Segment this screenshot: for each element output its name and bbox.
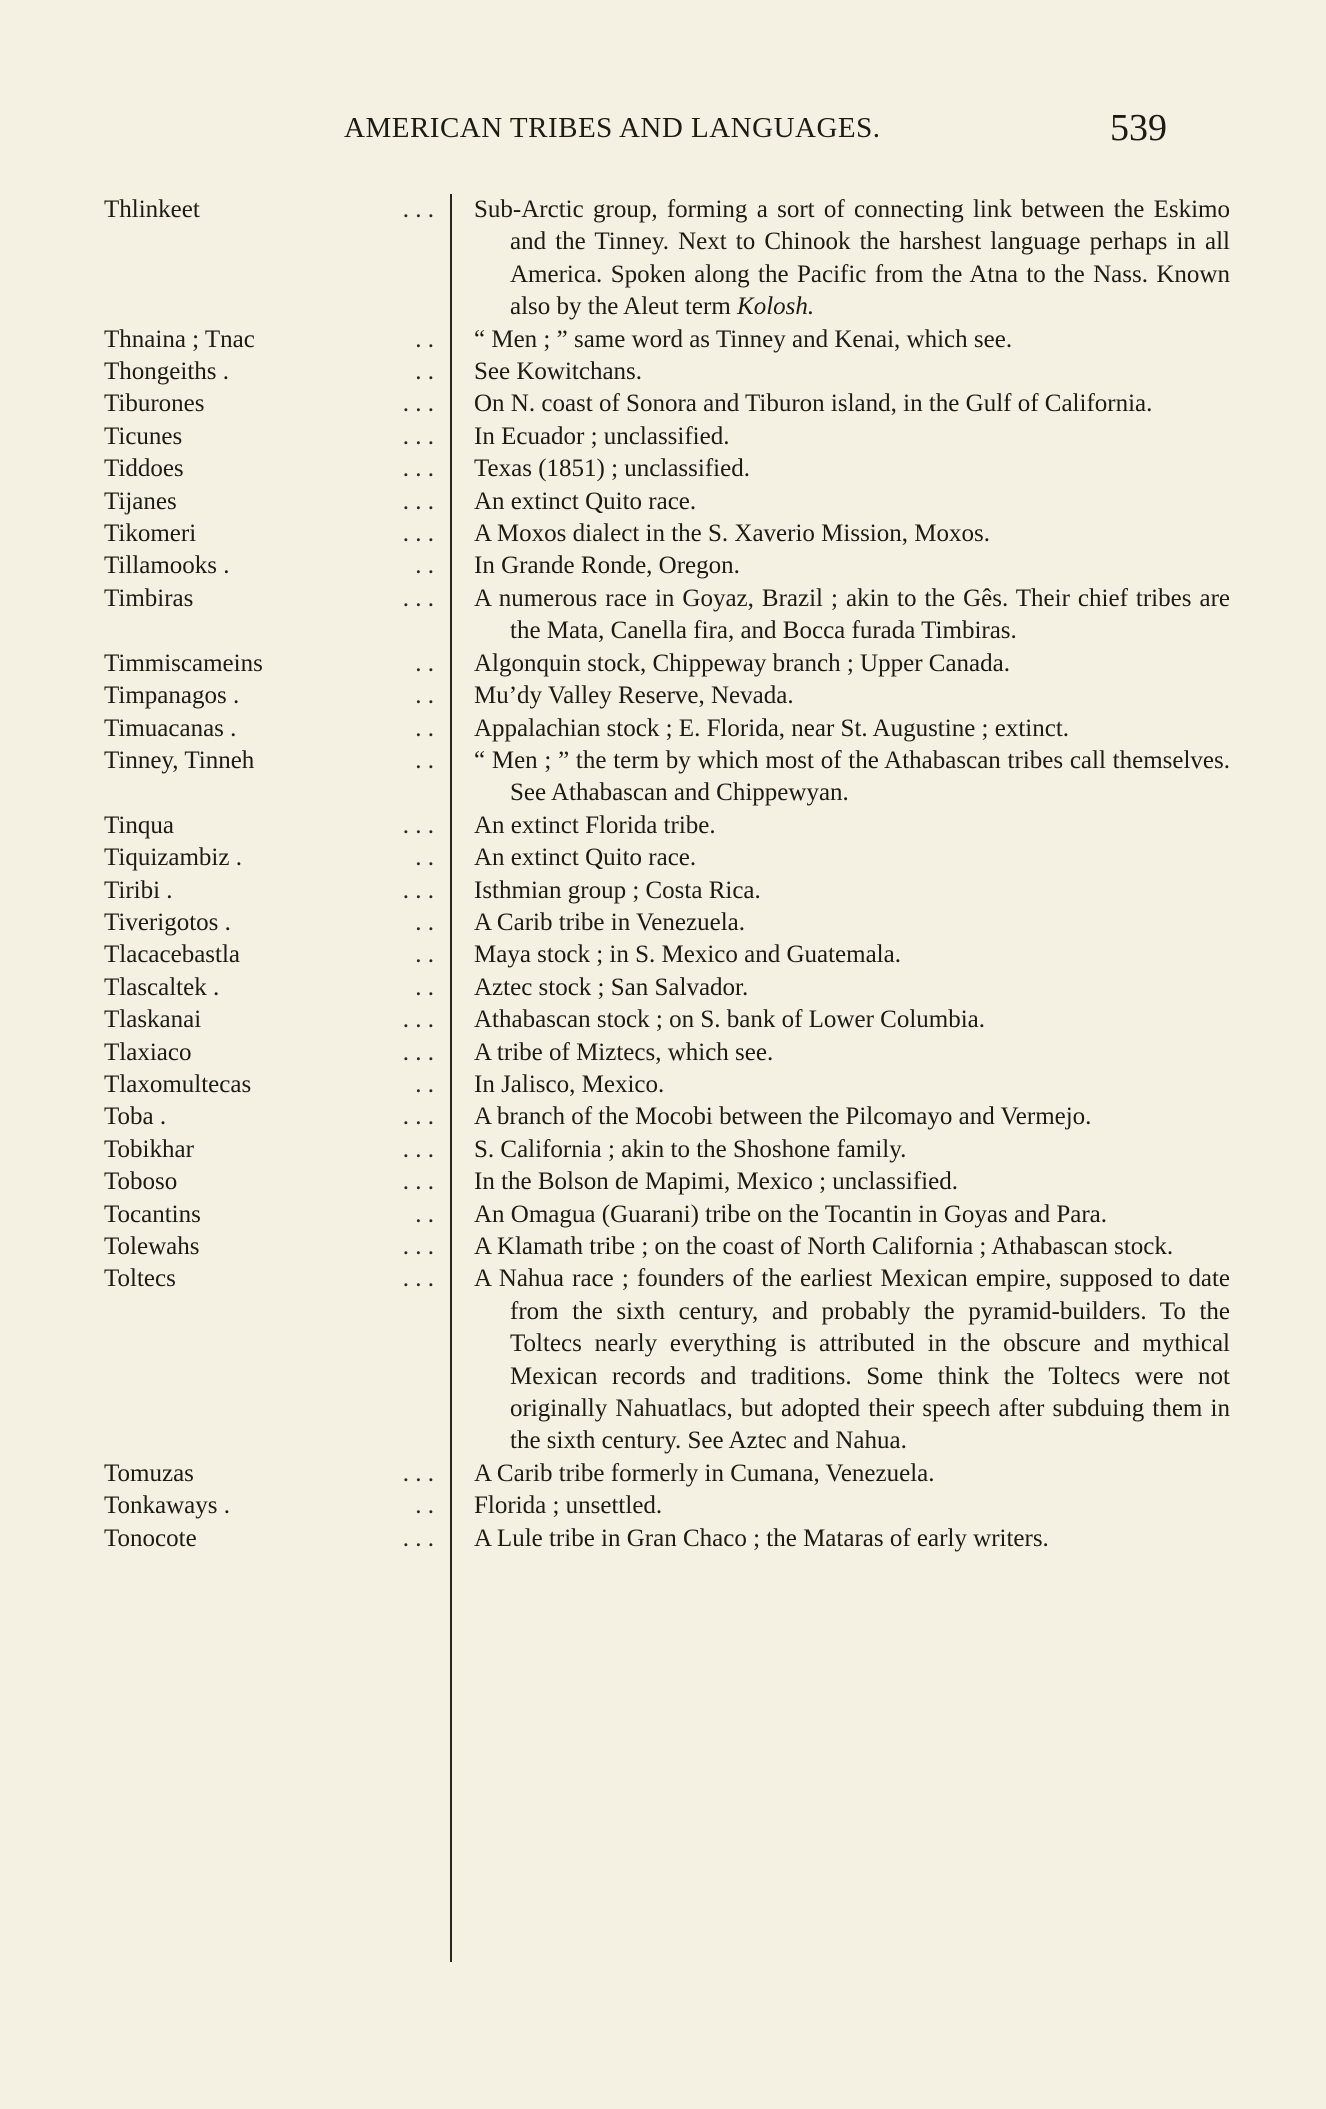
entry-name: Tillamooks . — [104, 552, 230, 580]
entry-row — [0, 842, 1326, 874]
entry-name: Tiquizambiz . — [104, 844, 242, 872]
entry-name-cell — [0, 356, 450, 388]
entry-name-cell — [0, 1263, 450, 1295]
entry-name-cell — [0, 518, 450, 550]
entry-name-cell — [0, 1134, 450, 1166]
entry-description — [474, 356, 1230, 388]
entry-description-text: Appalachian stock ; E. Florida, near St. Augustine ; extinct. — [474, 714, 1070, 742]
entry-name-cell — [0, 842, 450, 874]
entry-row — [0, 810, 1326, 842]
entry-name: Timmiscameins — [104, 649, 263, 677]
entry-name: Tlaskanai — [104, 1006, 202, 1034]
entry-description — [474, 583, 1230, 648]
entry-name-cell — [0, 745, 450, 777]
entry-dot-leader: . . — [415, 1200, 434, 1228]
entry-description-text: S. California ; akin to the Shoshone family. — [474, 1135, 907, 1163]
entry-description — [474, 1523, 1230, 1555]
entry-name: Tonkaways . — [104, 1492, 231, 1520]
entry-dot-leader: . . . — [402, 1135, 434, 1163]
entry-row — [0, 745, 1326, 810]
entry-row — [0, 518, 1326, 550]
entry-description — [474, 194, 1230, 324]
entry-dot-leader: . . . — [402, 1038, 434, 1066]
entry-name-cell — [0, 388, 450, 420]
entry-name-cell — [0, 550, 450, 582]
entry-description-text: A tribe of Miztecs, which see. — [474, 1038, 774, 1066]
entry-description — [474, 486, 1230, 518]
entry-dot-leader: . . . — [402, 390, 434, 418]
entry-description-text: A Lule tribe in Gran Chaco ; the Mataras of early writers. — [474, 1524, 1049, 1552]
entry-dot-leader: . . — [415, 1492, 434, 1520]
entry-description — [474, 875, 1230, 907]
entry-name: Toba . — [104, 1103, 167, 1131]
entry-row — [0, 1101, 1326, 1133]
entry-name-cell — [0, 486, 450, 518]
entry-name: Ticunes — [104, 422, 183, 450]
entry-row — [0, 194, 1326, 324]
entry-row — [0, 972, 1326, 1004]
entry-name-cell — [0, 1458, 450, 1490]
entry-row — [0, 875, 1326, 907]
entry-description — [474, 1458, 1230, 1490]
entry-description-text: In Grande Ronde, Oregon. — [474, 552, 740, 580]
entry-row — [0, 388, 1326, 420]
entry-row — [0, 1199, 1326, 1231]
entry-description-text: In the Bolson de Mapimi, Mexico ; unclassified. — [474, 1168, 958, 1196]
entry-row — [0, 583, 1326, 648]
entry-description-text: Mu’dy Valley Reserve, Nevada. — [474, 682, 794, 710]
entry-name: Tiribi . — [104, 876, 173, 904]
entry-dot-leader: . . — [415, 941, 434, 969]
page-number: 539 — [1110, 107, 1167, 149]
entry-name: Tonocote — [104, 1524, 197, 1552]
entry-dot-leader: . . . — [402, 1524, 434, 1552]
entry-name-cell — [0, 648, 450, 680]
entry-dot-leader: . . . — [402, 1103, 434, 1131]
entry-dot-leader: . . — [415, 1070, 434, 1098]
entry-description — [474, 745, 1230, 810]
entry-name-cell — [0, 421, 450, 453]
entry-description — [474, 1037, 1230, 1069]
entry-name: Tomuzas — [104, 1459, 194, 1487]
entry-name-cell — [0, 1199, 450, 1231]
entry-row — [0, 713, 1326, 745]
entry-description-text: Aztec stock ; San Salvador. — [474, 973, 749, 1001]
entry-dot-leader: . . . — [402, 520, 434, 548]
entry-name: Tinney, Tinneh — [104, 746, 255, 774]
entry-description-text: An extinct Quito race. — [474, 844, 697, 872]
entry-row — [0, 907, 1326, 939]
entry-name-cell — [0, 939, 450, 971]
entry-name-cell — [0, 972, 450, 1004]
entry-description-text: A branch of the Mocobi between the Pilcomayo and Vermejo. — [474, 1103, 1092, 1131]
entry-name: Tiddoes — [104, 455, 184, 483]
entry-name-cell — [0, 875, 450, 907]
entry-description-text: A Klamath tribe ; on the coast of North California ; Athabascan stock. — [474, 1233, 1174, 1260]
entry-description-text: An Omagua (Guarani) tribe on the Tocantin in Goyas and Para. — [474, 1200, 1108, 1228]
entry-description-text: A Nahua race ; founders of the earliest Mexican empire, supposed to date from the sixth century, and probably the pyramid-builders. To the Toltecs nearly everything is attributed in the obscure and mythical Mexican records and traditions. Some think the Toltecs were not originally Nahuatlacs, but adopted their speech after subduing them in the sixth century. See Aztec and Nahua. — [474, 1265, 1230, 1455]
entry-description — [474, 680, 1230, 712]
entry-description-text: In Jalisco, Mexico. — [474, 1070, 665, 1098]
entry-description — [474, 453, 1230, 485]
entry-description-text: Texas (1851) ; unclassified. — [474, 455, 750, 483]
entry-description-text: “ Men ; ” the term by which most of the Athabascan tribes call themselves. See Athabascan and Chippewyan. — [474, 746, 1230, 807]
entry-name-cell — [0, 1037, 450, 1069]
entry-description-text: A Carib tribe formerly in Cumana, Venezuela. — [474, 1459, 935, 1487]
entry-description — [474, 1101, 1230, 1133]
entry-dot-leader: . . — [415, 649, 434, 677]
glossary-entries — [0, 194, 1326, 1555]
entry-name-cell — [0, 810, 450, 842]
entry-name: Tolewahs — [104, 1233, 200, 1260]
entry-name: Tocantins — [104, 1200, 201, 1228]
entry-name-cell — [0, 1004, 450, 1036]
entry-name: Tiburones — [104, 390, 205, 418]
entry-name: Tlaxiaco — [104, 1038, 192, 1066]
entry-description — [474, 713, 1230, 745]
entry-description-text: A numerous race in Goyaz, Brazil ; akin to the Gês. Their chief tribes are the Mata, Canella fira, and Bocca furada Timbiras. — [474, 584, 1230, 645]
entry-name-cell — [0, 324, 450, 356]
entry-description — [474, 1263, 1230, 1457]
entry-description — [474, 388, 1230, 420]
entry-name-cell — [0, 1490, 450, 1522]
entry-name: Timbiras — [104, 584, 194, 612]
entry-name: Tiverigotos . — [104, 908, 231, 936]
entry-name: Tlascaltek . — [104, 973, 220, 1001]
entry-name-cell — [0, 1069, 450, 1101]
entry-description-text: A Moxos dialect in the S. Xaverio Mission, Moxos. — [474, 520, 990, 548]
entry-name-cell — [0, 1523, 450, 1555]
entry-row — [0, 680, 1326, 712]
entry-row — [0, 1231, 1326, 1263]
entry-description — [474, 1069, 1230, 1101]
entry-dot-leader: . . — [415, 358, 434, 386]
entry-name-cell — [0, 1166, 450, 1198]
entry-description — [474, 518, 1230, 550]
entry-description — [474, 1199, 1230, 1231]
entry-name: Timpanagos . — [104, 682, 240, 710]
entry-description — [474, 1231, 1230, 1263]
entry-name: Toboso — [104, 1168, 178, 1196]
entry-row — [0, 1166, 1326, 1198]
entry-name-cell — [0, 680, 450, 712]
entry-dot-leader: . . . — [402, 1168, 434, 1196]
entry-description-text: Athabascan stock ; on S. bank of Lower Columbia. — [474, 1006, 986, 1034]
entry-name: Tobikhar — [104, 1135, 194, 1163]
entry-name: Thlinkeet — [104, 196, 200, 223]
entry-description-text: Isthmian group ; Costa Rica. — [474, 876, 761, 904]
entry-description-text: An extinct Florida tribe. — [474, 811, 716, 839]
entry-description — [474, 1166, 1230, 1198]
entry-dot-leader: . . . — [402, 876, 434, 904]
entry-description — [474, 421, 1230, 453]
entry-row — [0, 550, 1326, 582]
entry-description-text: A Carib tribe in Venezuela. — [474, 908, 745, 936]
entry-name: Tikomeri — [104, 520, 197, 548]
entry-dot-leader: . . . — [402, 455, 434, 483]
entry-dot-leader: . . . — [402, 1006, 434, 1034]
entry-row — [0, 453, 1326, 485]
entry-dot-leader: . . . — [402, 422, 434, 450]
entry-description — [474, 907, 1230, 939]
entry-row — [0, 1490, 1326, 1522]
entry-description — [474, 324, 1230, 356]
entry-name: Tijanes — [104, 487, 177, 515]
entry-name: Tlacacebastla — [104, 941, 241, 969]
entry-row — [0, 1523, 1326, 1555]
entry-dot-leader: . . . — [402, 1459, 434, 1487]
entry-name: Tinqua — [104, 811, 174, 839]
entry-description-text: Maya stock ; in S. Mexico and Guatemala. — [474, 941, 901, 969]
entry-name: Tlaxomultecas — [104, 1070, 252, 1098]
entry-row — [0, 939, 1326, 971]
entry-dot-leader: . . . — [402, 811, 434, 839]
entry-dot-leader: . . . — [402, 1265, 434, 1293]
entry-name: Timuacanas . — [104, 714, 237, 742]
entry-description-text: Sub-Arctic group, forming a sort of connecting link between the Eskimo and the Tinney. Next to Chinook the harshest language perhaps in all America. Spoken along the Pacific from the Atna to the Nass. Known also by the Aleut term — [474, 196, 1230, 321]
entry-name-cell — [0, 583, 450, 615]
entry-description-text: An extinct Quito race. — [474, 487, 697, 515]
entry-name-cell — [0, 1101, 450, 1133]
entry-description — [474, 648, 1230, 680]
entry-description-text: See Kowitchans. — [474, 358, 643, 386]
entry-row — [0, 421, 1326, 453]
entry-description — [474, 972, 1230, 1004]
entry-dot-leader: . . — [415, 325, 434, 353]
entry-name: Thnaina ; Tnac — [104, 325, 255, 353]
running-title: AMERICAN TRIBES AND LANGUAGES. — [344, 112, 881, 144]
entry-description-text: On N. coast of Sonora and Tiburon island, in the Gulf of California. — [474, 390, 1153, 418]
entry-row — [0, 1069, 1326, 1101]
entry-row — [0, 486, 1326, 518]
entry-name-cell — [0, 907, 450, 939]
entry-description — [474, 1004, 1230, 1036]
entry-dot-leader: . . — [415, 908, 434, 936]
entry-name-cell — [0, 194, 450, 226]
entry-dot-leader: . . . — [402, 1233, 434, 1260]
entry-name-cell — [0, 713, 450, 745]
entry-row — [0, 1004, 1326, 1036]
entry-description — [474, 842, 1230, 874]
entry-description-italic: Kolosh. — [737, 293, 815, 321]
entry-dot-leader: . . — [415, 682, 434, 710]
entry-description — [474, 550, 1230, 582]
entry-row — [0, 648, 1326, 680]
entry-row — [0, 356, 1326, 388]
entry-description-text: Algonquin stock, Chippeway branch ; Upper Canada. — [474, 649, 1010, 677]
entry-dot-leader: . . . — [402, 487, 434, 515]
entry-row — [0, 1037, 1326, 1069]
entry-row — [0, 1263, 1326, 1457]
entry-description — [474, 810, 1230, 842]
entry-dot-leader: . . — [415, 552, 434, 580]
page-header — [0, 108, 1326, 154]
entry-name: Toltecs — [104, 1265, 176, 1293]
entry-description-text: “ Men ; ” same word as Tinney and Kenai, which see. — [474, 325, 1013, 353]
entry-row — [0, 324, 1326, 356]
entry-row — [0, 1134, 1326, 1166]
entry-name-cell — [0, 453, 450, 485]
entry-description-text: In Ecuador ; unclassified. — [474, 422, 730, 450]
entry-dot-leader: . . — [415, 746, 434, 774]
entry-dot-leader: . . — [415, 844, 434, 872]
entry-dot-leader: . . . — [402, 584, 434, 612]
entry-name-cell — [0, 1231, 450, 1263]
entry-dot-leader: . . — [415, 973, 434, 1001]
entry-dot-leader: . . . — [402, 196, 434, 223]
entry-dot-leader: . . — [415, 714, 434, 742]
entry-description — [474, 1134, 1230, 1166]
entry-description — [474, 1490, 1230, 1522]
entry-row — [0, 1458, 1326, 1490]
entry-description-text: Florida ; unsettled. — [474, 1492, 663, 1520]
entry-name: Thongeiths . — [104, 358, 229, 386]
entry-description — [474, 939, 1230, 971]
